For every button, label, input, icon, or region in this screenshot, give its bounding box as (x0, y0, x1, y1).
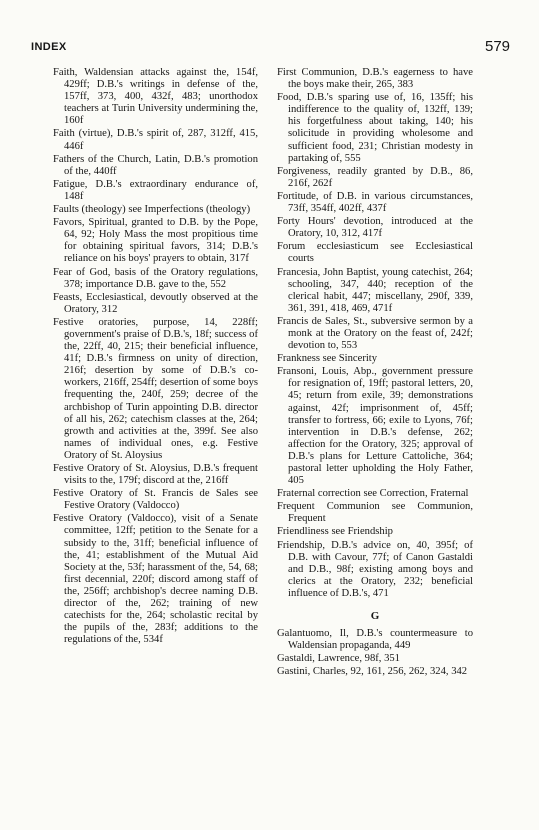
index-entry: Francesia, John Baptist, young catechist, 264; schooling, 347, 440; reception of the clerical habit, 447; miscellany, 290f, 339, 361, 391, 418, 469, 471f (277, 266, 473, 314)
section-letter: G (370, 610, 380, 623)
index-entry: Fatigue, D.B.'s extraordinary endurance of, 148f (53, 178, 258, 202)
index-entry: Frankness see Sincerity (277, 353, 378, 365)
index-entry: Feasts, Ecclesiastical, devoutly observed at the Oratory, 312 (53, 291, 258, 315)
index-entry: Festive Oratory of St. Francis de Sales see Festive Oratory (Valdocco) (53, 488, 258, 512)
index-entry: Festive Oratory of St. Aloysius, D.B.'s frequent visits to the, 179f; discord at the, 216ff (53, 463, 258, 487)
index-entry: Forty Hours' devotion, introduced at the Oratory, 10, 312, 417f (277, 216, 473, 240)
index-entry: Frequent Communion see Communion, Frequent (277, 501, 473, 525)
index-entry: Galantuomo, Il, D.B.'s countermeasure to Waldensian propaganda, 449 (277, 628, 473, 652)
index-entry: Gastini, Charles, 92, 161, 256, 262, 324, 342 (277, 666, 468, 678)
index-entry: Fransoni, Louis, Abp., government pressure for resignation of, 19ff; pastoral letters, 20, 45; return from exile, 39; demonstrations against, 42f; imprisonment of, 45ff; transfer to fortress, 66; exile to Lyons, 76f; intervention in D.B.'s defense, 262; affection for the Oratory, 325; approval of D.B.'s plans for Letture Cattoliche, 364; pastoral letter upholding the Holy Father, 405 (277, 366, 473, 487)
page-number: 579 (485, 38, 511, 55)
index-entry: Faith (virtue), D.B.'s spirit of, 287, 312ff, 415, 446f (53, 128, 258, 152)
index-entry: Food, D.B.'s sparing use of, 16, 135ff; his indifference to the quality of, 132ff, 139; his forgetfulness about taking, 140; his solicitude in providing wholesome and sufficient food, 231; Christian modesty in partaking of, 555 (277, 92, 473, 164)
index-column-right (277, 67, 473, 680)
index-entry: Fear of God, basis of the Oratory regulations, 378; importance D.B. gave to the, 552 (53, 266, 258, 290)
index-entry: Favors, Spiritual, granted to D.B. by the Pope, 64, 92; Holy Mass the most propitious time for obtaining spiritual favors, 314; D.B.'s reliance on his boys' prayers to obtain, 317f (53, 217, 258, 265)
index-entry: Festive oratories, purpose, 14, 228ff; government's praise of D.B.'s, 18f; success of the, 22ff, 40, 215; their beneficial influence, 41f; D.B.'s firmness on unity of direction, 216f; desertion by some of D.B.'s co-workers, 216ff, 254ff; desertion of some boys frequenting the, 240f, 259; decree of the archbishop of Turin appointing D.B. director of all his, 262; catechism classes at the, 264; growth and activities at the, 399f. See also names of individual ones, e.g. Festive Oratory of St. Aloysius (53, 316, 258, 461)
index-entry: Fathers of the Church, Latin, D.B.'s promotion of the, 440ff (53, 153, 258, 177)
index-entry: Forgiveness, readily granted by D.B., 86, 216f, 262f (277, 165, 473, 189)
index-entry: Friendliness see Friendship (277, 526, 393, 538)
index-entry: Friendship, D.B.'s advice on, 40, 395f; of D.B. with Cavour, 77f; of Canon Gastaldi and D.B., 98f; existing among boys and clerics at the Oratory, 232; beneficial influence of D.B.'s, 471 (277, 539, 473, 599)
index-entry: Faith, Waldensian attacks against the, 154f, 429ff; D.B.'s writings in defense of the, 157ff, 373, 400, 432f, 483; unorthodox teachers at Turin University undermining the, 160f (53, 67, 258, 127)
index-entry: Fraternal correction see Correction, Fraternal (277, 488, 469, 500)
index-entry: Faults (theology) see Imperfections (theology) (53, 204, 251, 216)
index-entry: First Communion, D.B.'s eagerness to have the boys make their, 265, 383 (277, 67, 473, 91)
index-entry: Francis de Sales, St., subversive sermon by a monk at the Oratory on the feast of, 242f; devotion to, 553 (277, 315, 473, 352)
index-entry: Gastaldi, Lawrence, 98f, 351 (277, 653, 400, 665)
index-entry: Festive Oratory (Valdocco), visit of a Senate committee, 12ff; petition to the Senate for a subsidy to the, 31ff; beneficial influence of the, 41; establishment of the Mutual Aid Society at the, 53f; harassment of the, 54, 68; first decennial, 220f; discord among staff of the, 256ff; archbishop's decree naming D.B. director of the, 262; training of new catechists for the, 264; scholastic recital by the pupils of the, 283f; additions to the regulations of the, 534f (53, 513, 258, 646)
running-header: INDEX (31, 41, 67, 53)
index-entry: Fortitude, of D.B. in various circumstances, 73ff, 354ff, 402ff, 437f (277, 190, 473, 215)
index-entry: Forum ecclesiasticum see Ecclesiastical courts (277, 241, 473, 265)
index-column-left (53, 67, 258, 647)
